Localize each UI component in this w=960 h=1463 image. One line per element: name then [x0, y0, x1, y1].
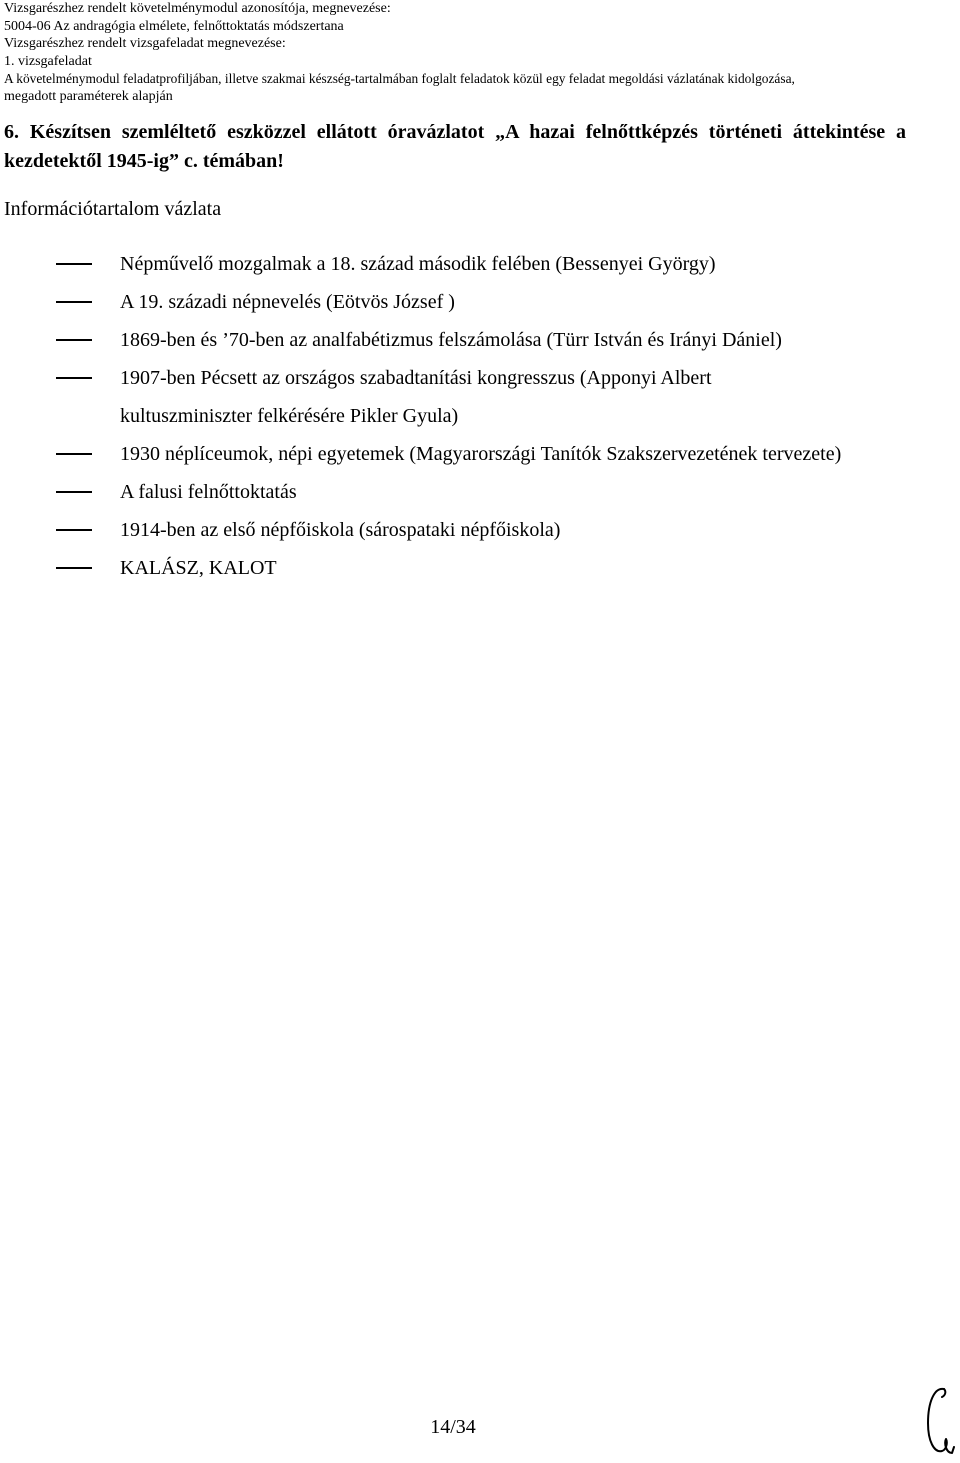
list-item: [0, 245, 960, 283]
list-item: [0, 511, 960, 549]
signature-mark: [922, 1383, 956, 1459]
list-item-text: A 19. századi népnevelés (Eötvös József ): [120, 291, 455, 313]
task-statement: 6. Készítsen szemléltető eszközzel ellátott óravázlatot „A hazai felnőttképzés történeti áttekintése a kezdetektől 1945-ig” c. témában!: [4, 121, 906, 172]
dash-bullet: [56, 453, 92, 455]
list-item-text: 1930 néplíceumok, népi egyetemek (Magyarországi Tanítók Szakszervezetének tervezete): [120, 443, 842, 465]
header-line: Vizsgarészhez rendelt vizsgafeladat megnevezése:: [4, 36, 286, 51]
list-item: [0, 473, 960, 511]
dash-bullet: [56, 529, 92, 531]
list-item: [0, 549, 960, 587]
list-item: [0, 283, 960, 321]
header-line: A követelménymodul feladatprofiljában, illetve szakmai készség-tartalmában foglalt feladatok közül egy feladat megoldási vázlatának kidolgozása,: [4, 71, 795, 86]
list-item-text: Népművelő mozgalmak a 18. század második felében (Bessenyei György): [120, 253, 716, 275]
list-item-text: 1907-ben Pécsett az országos szabadtanítási kongresszus (Apponyi Albert kultuszminiszter felkérésére Pikler Gyula): [120, 367, 712, 427]
page-number: 14/34: [430, 1416, 476, 1438]
header-line: Vizsgarészhez rendelt követelménymodul azonosítója, megnevezése:: [4, 1, 391, 16]
header-line: 1. vizsgafeladat: [4, 53, 92, 69]
list-item: [0, 321, 960, 359]
header-line: 5004-06 Az andragógia elmélete, felnőttoktatás módszertana: [4, 18, 344, 34]
document-header: [4, 0, 954, 105]
outline-list: [0, 245, 960, 587]
list-item-text: KALÁSZ, KALOT: [120, 557, 277, 579]
dash-bullet: [56, 377, 92, 379]
list-item: [0, 359, 960, 435]
dash-bullet: [56, 263, 92, 265]
dash-bullet: [56, 339, 92, 341]
dash-bullet: [56, 491, 92, 493]
dash-bullet: [56, 301, 92, 303]
list-item-text: A falusi felnőttoktatás: [120, 481, 297, 503]
list-item-text: 1869-ben és ’70-ben az analfabétizmus felszámolása (Türr István és Irányi Dániel): [120, 329, 782, 351]
section-title: Információtartalom vázlata: [4, 198, 222, 220]
dash-bullet: [56, 567, 92, 569]
list-item-text: 1914-ben az első népfőiskola (sárospataki népfőiskola): [120, 519, 561, 541]
header-line: megadott paraméterek alapján: [4, 88, 173, 104]
list-item: [0, 435, 960, 473]
